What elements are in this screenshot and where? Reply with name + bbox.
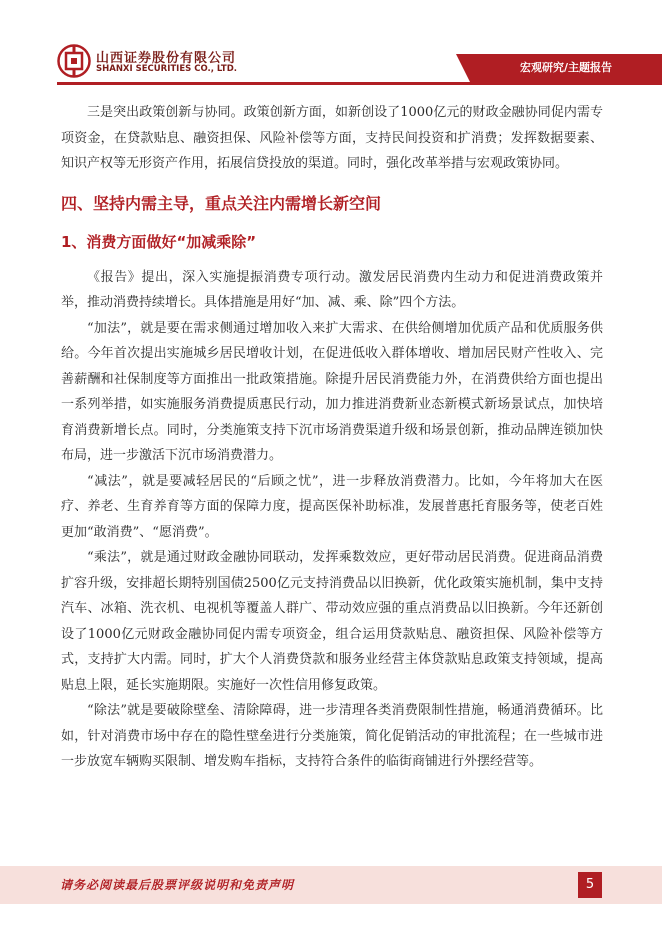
company-name-cn: 山西证券股份有限公司 — [96, 51, 237, 66]
company-logo-icon — [57, 44, 91, 78]
body-paragraph: “乘法”，就是通过财政金融协同联动，发挥乘数效应，更好带动居民消费。促进商品消费扩容升级，安排超长期特别国债2500亿元支持消费品以旧换新，优化政策实施机制，集中支持汽车、冰箱、洗衣机、电视机等覆盖人群广、带动效应强的重点消费品以旧换新。今年还新创设了1000亿元财政金融协同促内需专项资金，组合运用贷款贴息、融资担保、风险补偿等方式，支持扩大内需。同时，扩大个人消费贷款和服务业经营主体贷款贴息政策支持领域，提高贴息上限，延长实施期限。实施好一次性信用修复政策。 — [61, 550, 603, 693]
body-paragraph-intro: 三是突出政策创新与协同。政策创新方面，如新创设了1000亿元的财政金融协同促内需专项资金，在贷款贴息、融资担保、风险补偿等方面，支持民间投资和扩消费；发挥数据要素、知识产权等无形资产作用，拓展信贷投放的渠道。同时，强化改革举措与宏观政策协同。 — [61, 105, 603, 171]
report-type-label: 宏观研究/主题报告 — [470, 54, 662, 82]
main-content — [61, 100, 603, 775]
disclaimer-notice: 请务必阅读最后股票评级说明和免责声明 — [60, 878, 295, 892]
company-name-en: SHANXI SECURITIES CO., LTD. — [96, 64, 238, 74]
body-paragraph: “除法”就是要破除壁垒、清除障碍，进一步清理各类消费限制性措施，畅通消费循环。比如，针对消费市场中存在的隐性壁垒进行分类施策，简化促销活动的审批流程；在一些城市进一步放宽车辆购买限制、增发购车指标，支持符合条件的临街商铺进行外摆经营等。 — [61, 703, 603, 769]
page-number: 5 — [578, 872, 602, 898]
body-paragraph: 《报告》提出，深入实施提振消费专项行动。激发居民消费内生动力和促进消费政策并举，推动消费持续增长。具体措施是用好“加、减、乘、除”四个方法。 — [61, 269, 603, 310]
header-divider — [57, 82, 662, 85]
section-heading: 四、坚持内需主导，重点关注内需增长新空间 — [61, 193, 382, 213]
page-footer — [0, 866, 662, 906]
page-header — [0, 0, 662, 90]
body-paragraph: “加法”，就是要在需求侧通过增加收入来扩大需求、在供给侧增加优质产品和优质服务供给。今年首次提出实施城乡居民增收计划，在促进低收入群体增收、增加居民财产性收入、完善薪酬和社保制度等方面推出一批政策措施。除提升居民消费能力外，在消费供给方面也提出一系列举措，如实施服务消费提质惠民行动，加力推进消费新业态新模式新场景试点，加快培育消费新增长点。同时，分类施策支持下沉市场消费渠道升级和场景创新，推动品牌连锁加快布局，进一步激活下沉市场消费潜力。 — [61, 320, 603, 463]
body-paragraph: “减法”，就是要减轻居民的“后顾之忧”，进一步释放消费潜力。比如，今年将加大在医疗、养老、生育养育等方面的保障力度，提高医保补助标准，发展普惠托育服务等，使老百姓更加“敢消费”、“愿消费”。 — [61, 473, 603, 540]
subsection-heading: 1、消费方面做好“加减乘除” — [61, 232, 257, 251]
